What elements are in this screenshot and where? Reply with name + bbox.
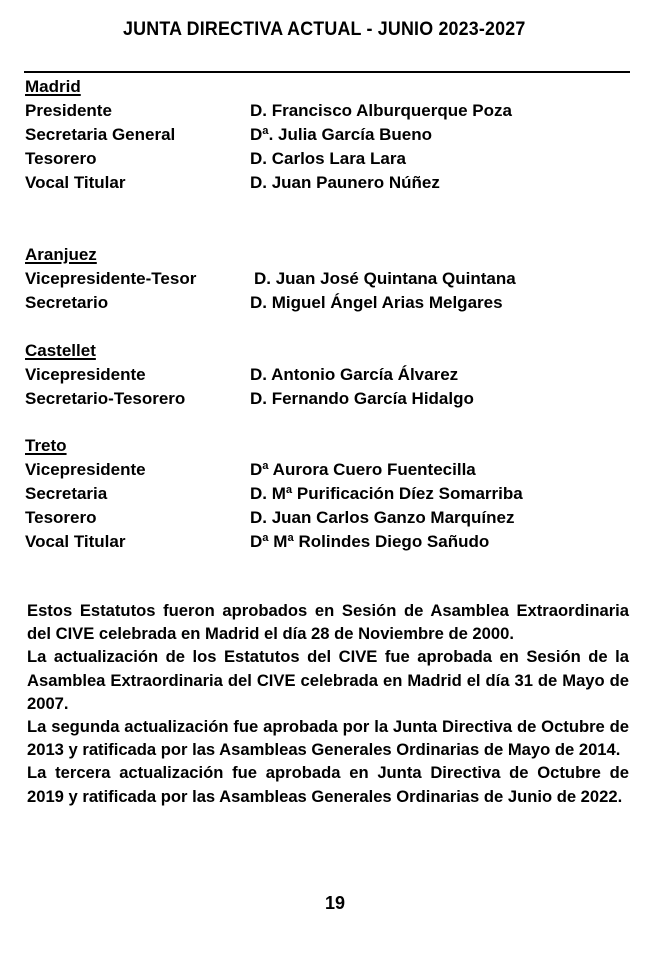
member-role: Tesorero [25,149,97,168]
member-row [25,291,635,315]
note-paragraph: La segunda actualización fue aprobada por la Junta Directiva de Octubre de 2013 y ratificada por las Asambleas Generales Ordinarias de Mayo de 2014. [27,717,629,760]
section-treto [25,434,635,554]
member-name: D. Antonio García Álvarez [250,365,459,384]
member-role: Presidente [25,101,112,120]
member-name: D. Carlos Lara Lara [250,149,406,168]
member-name: D. Fernando García Hidalgo [250,389,474,408]
member-role: Vicepresidente [25,460,146,479]
member-row [25,530,635,554]
member-role: Vocal Titular [25,173,126,192]
member-role: Vocal Titular [25,532,126,551]
member-row [25,363,635,387]
section-castellet [25,339,635,411]
member-row [25,99,635,123]
note-paragraph: La actualización de los Estatutos del CIVE fue aprobada en Sesión de la Asamblea Extraordinaria del CIVE celebrada en Madrid el día 31 de Mayo de 2007. [27,647,629,713]
member-name: Dª. Julia García Bueno [250,125,433,144]
title-divider [24,71,630,73]
member-name: D. Juan Carlos Ganzo Marquínez [250,508,515,527]
member-role: Secretaria General [25,125,176,144]
member-role: Secretario [25,293,109,312]
section-aranjuez [25,243,635,315]
member-role: Vicepresidente-Tesor [25,269,197,288]
member-name: D. Juan José Quintana Quintana [254,269,516,288]
note-paragraph: La tercera actualización fue aprobada en Junta Directiva de Octubre de 2019 y ratificada por las Asambleas Generales Ordinarias de Junio de 2022. [27,763,629,806]
member-row [25,387,635,411]
member-name: D. Mª Purificación Díez Somarriba [250,484,523,503]
member-role: Tesorero [25,508,97,527]
member-row [25,482,635,506]
member-row [25,506,635,530]
page-number: 19 [324,893,346,913]
member-role: Secretario-Tesorero [25,389,186,408]
member-row [25,147,635,171]
member-name: Dª Aurora Cuero Fuentecilla [250,460,476,479]
section-heading: Madrid [25,77,81,96]
page-title: JUNTA DIRECTIVA ACTUAL - JUNIO 2023-2027 [123,19,526,40]
statutes-notes [27,599,629,808]
member-role: Secretaria [25,484,108,503]
member-role: Vicepresidente [25,365,146,384]
member-row [25,171,635,195]
member-name: D. Juan Paunero Núñez [250,173,440,192]
member-name: D. Francisco Alburquerque Poza [250,101,512,120]
member-row [25,123,635,147]
section-madrid [25,75,635,195]
member-name: D. Miguel Ángel Arias Melgares [250,293,503,312]
section-heading: Castellet [25,341,96,360]
member-name: Dª Mª Rolindes Diego Sañudo [250,532,490,551]
member-row [25,458,635,482]
section-heading: Aranjuez [25,245,97,264]
note-paragraph: Estos Estatutos fueron aprobados en Sesión de Asamblea Extraordinaria del CIVE celebrada en Madrid el día 28 de Noviembre de 2000. [27,601,629,644]
section-heading: Treto [25,436,67,455]
member-row [25,267,635,291]
